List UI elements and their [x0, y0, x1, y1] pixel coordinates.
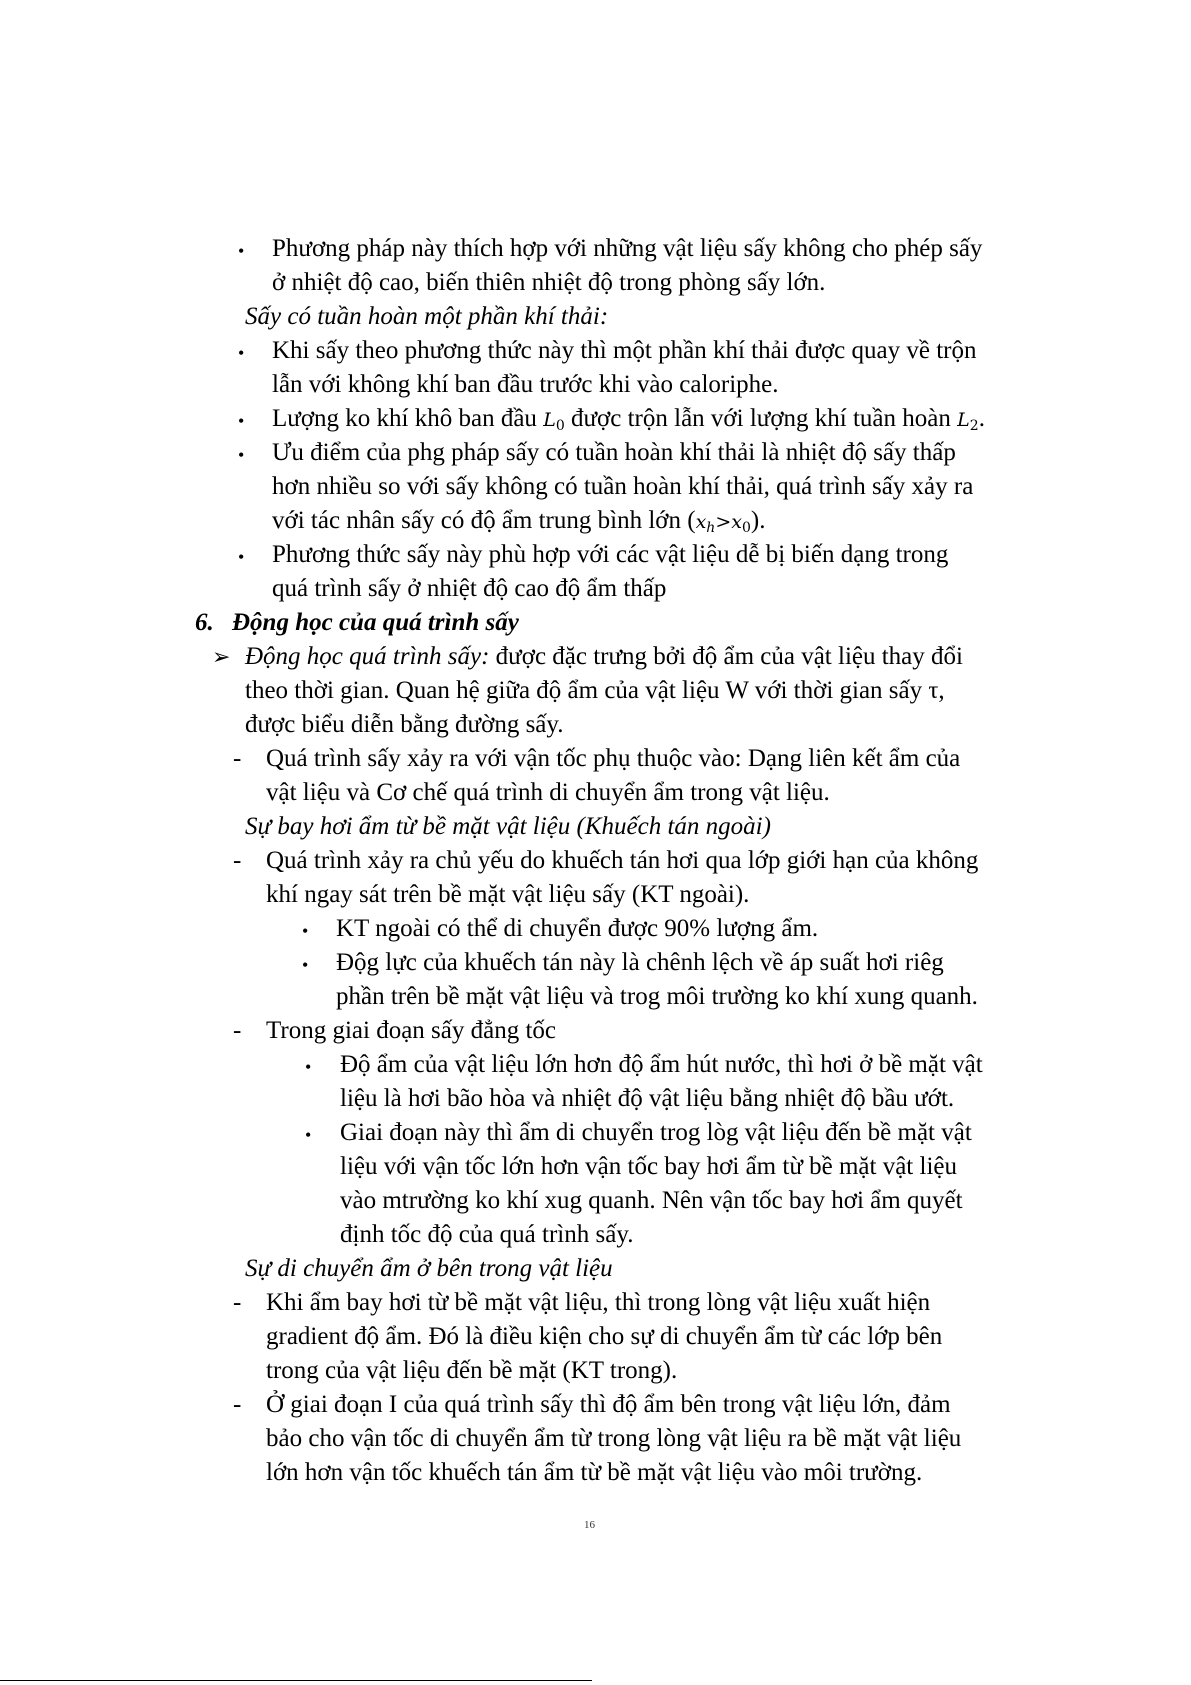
paragraph-line: lớn hơn vận tốc khuếch tán ẩm từ bề mặt vật liệu vào môi trường.: [266, 1459, 923, 1486]
paragraph-line: Ở giai đoạn I của quá trình sấy thì độ ẩm bên trong vật liệu lớn, đảm: [266, 1391, 951, 1418]
paragraph-line: vật liệu và Cơ chế quá trình di chuyển ẩm trong vật liệu.: [266, 779, 830, 806]
paragraph-line: liệu với vận tốc lớn hơn vận tốc bay hơi ẩm từ bề mặt vật liệu: [340, 1153, 957, 1180]
dash-marker: -: [233, 1391, 242, 1418]
math-subscript: 0: [555, 418, 565, 434]
paragraph-line: ở nhiệt độ cao, biến thiên nhiệt độ trong phòng sấy lớn.: [272, 269, 826, 296]
bullet-marker: •: [238, 547, 245, 567]
math-subscript: 0: [741, 520, 751, 536]
paragraph-line: Khi sấy theo phương thức này thì một phần khí thải được quay về trộn: [272, 337, 977, 364]
paragraph-line: được biểu diễn bằng đường sấy.: [245, 711, 564, 738]
math-var: L: [543, 409, 556, 431]
dash-marker: -: [233, 1289, 242, 1316]
paragraph-line: định tốc độ của quá trình sấy.: [340, 1221, 634, 1248]
dash-marker: -: [233, 847, 242, 874]
paragraph-line: hơn nhiều so với sấy không có tuần hoàn khí thải, quá trình sấy xảy ra: [272, 473, 974, 500]
text-segment: ).: [750, 507, 766, 534]
math-symbol-x0: [731, 511, 751, 536]
section-heading: Động học của quá trình sấy: [232, 609, 519, 636]
paragraph-line: Quá trình sấy xảy ra với vận tốc phụ thuộc vào: Dạng liên kết ẩm của: [266, 745, 961, 772]
paragraph-line: khí ngay sát trên bề mặt vật liệu sấy (KT ngoài).: [266, 881, 750, 908]
paragraph-line: KT ngoài có thể di chuyển được 90% lượng ẩm.: [336, 915, 819, 942]
bottom-divider: [0, 1680, 592, 1681]
text-segment: .: [978, 405, 985, 432]
paragraph-line: Khi ẩm bay hơi từ bề mặt vật liệu, thì trong lòng vật liệu xuất hiện: [266, 1289, 931, 1316]
arrow-bullet-icon: ➢: [212, 644, 231, 669]
math-symbol-L2: [957, 409, 979, 434]
bullet-marker: •: [238, 241, 245, 261]
paragraph-line: quá trình sấy ở nhiệt độ cao độ ẩm thấp: [272, 575, 667, 602]
paragraph-line: Phương thức sấy này phù hợp với các vật liệu dễ bị biến dạng trong: [272, 541, 949, 568]
paragraph-line: gradient độ ẩm. Đó là điều kiện cho sự di chuyển ẩm từ các lớp bên: [266, 1323, 943, 1350]
paragraph-line: [245, 640, 963, 674]
math-operator: >: [715, 511, 732, 533]
paragraph-line: phần trên bề mặt vật liệu và trog môi trường ko khí xung quanh.: [336, 983, 978, 1010]
bullet-marker: •: [238, 411, 245, 431]
text-segment: được đặc trưng bởi độ ẩm của vật liệu thay đổi: [489, 643, 963, 670]
term-italic: Động học quá trình sấy:: [245, 643, 490, 670]
text-segment: với tác nhân sấy có độ ẩm trung bình lớn (: [272, 507, 696, 534]
paragraph-line: theo thời gian. Quan hệ giữa độ ẩm của vật liệu W với thời gian sấy τ,: [245, 677, 945, 704]
paragraph-line: liệu là hơi bão hòa và nhiệt độ vật liệu bằng nhiệt độ bầu ướt.: [340, 1085, 955, 1112]
paragraph-line: Phương pháp này thích hợp với những vật liệu sấy không cho phép sấy: [272, 235, 983, 262]
text-segment: Lượng ko khí khô ban đầu: [272, 405, 544, 432]
paragraph-line: lẫn với không khí ban đầu trước khi vào caloriphe.: [272, 371, 779, 398]
paragraph-line: Giai đoạn này thì ẩm di chuyển trog lòg vật liệu đến bề mặt vật: [340, 1119, 972, 1146]
paragraph-line: trong của vật liệu đến bề mặt (KT trong).: [266, 1357, 678, 1384]
subheading-external-diffusion: Sự bay hơi ẩm từ bề mặt vật liệu (Khuếch tán ngoài): [245, 813, 771, 840]
bullet-marker: •: [305, 1125, 312, 1145]
subheading-internal-diffusion: Sự di chuyển ẩm ở bên trong vật liệu: [245, 1255, 613, 1282]
paragraph-line: Độg lực của khuếch tán này là chênh lệch về áp suất hơi riêg: [336, 949, 944, 976]
math-var: x: [731, 511, 742, 533]
section-number: 6.: [195, 609, 214, 636]
math-subscript: h: [706, 520, 716, 536]
math-subscript: 2: [969, 418, 979, 434]
subheading-recirculation: Sấy có tuần hoàn một phần khí thải:: [245, 303, 609, 330]
paragraph-line: Trong giai đoạn sấy đẳng tốc: [266, 1017, 557, 1044]
dash-marker: -: [233, 1017, 242, 1044]
page-number: 16: [584, 1519, 595, 1531]
bullet-marker: •: [305, 1057, 312, 1077]
paragraph-line: vào mtrường ko khí xug quanh. Nên vận tốc bay hơi ẩm quyết: [340, 1187, 963, 1214]
math-var: L: [957, 409, 970, 431]
paragraph-line: bảo cho vận tốc di chuyển ẩm từ trong lòng vật liệu ra bề mặt vật liệu: [266, 1425, 962, 1452]
paragraph-line: Quá trình xảy ra chủ yếu do khuếch tán hơi qua lớp giới hạn của không: [266, 847, 979, 874]
math-symbol-L0: [543, 409, 565, 434]
bullet-marker: •: [238, 343, 245, 363]
bullet-marker: •: [302, 955, 309, 975]
bullet-marker: •: [302, 921, 309, 941]
text-segment: được trộn lẫn với lượng khí tuần hoàn: [564, 405, 958, 432]
math-symbol-xh: [695, 511, 716, 536]
paragraph-line: Độ ẩm của vật liệu lớn hơn độ ẩm hút nước, thì hơi ở bề mặt vật: [340, 1051, 983, 1078]
paragraph-line: Ưu điểm của phg pháp sấy có tuần hoàn khí thải là nhiệt độ sấy thấp: [272, 439, 956, 466]
math-var: x: [695, 511, 707, 533]
bullet-marker: •: [238, 445, 245, 465]
dash-marker: -: [233, 745, 242, 772]
